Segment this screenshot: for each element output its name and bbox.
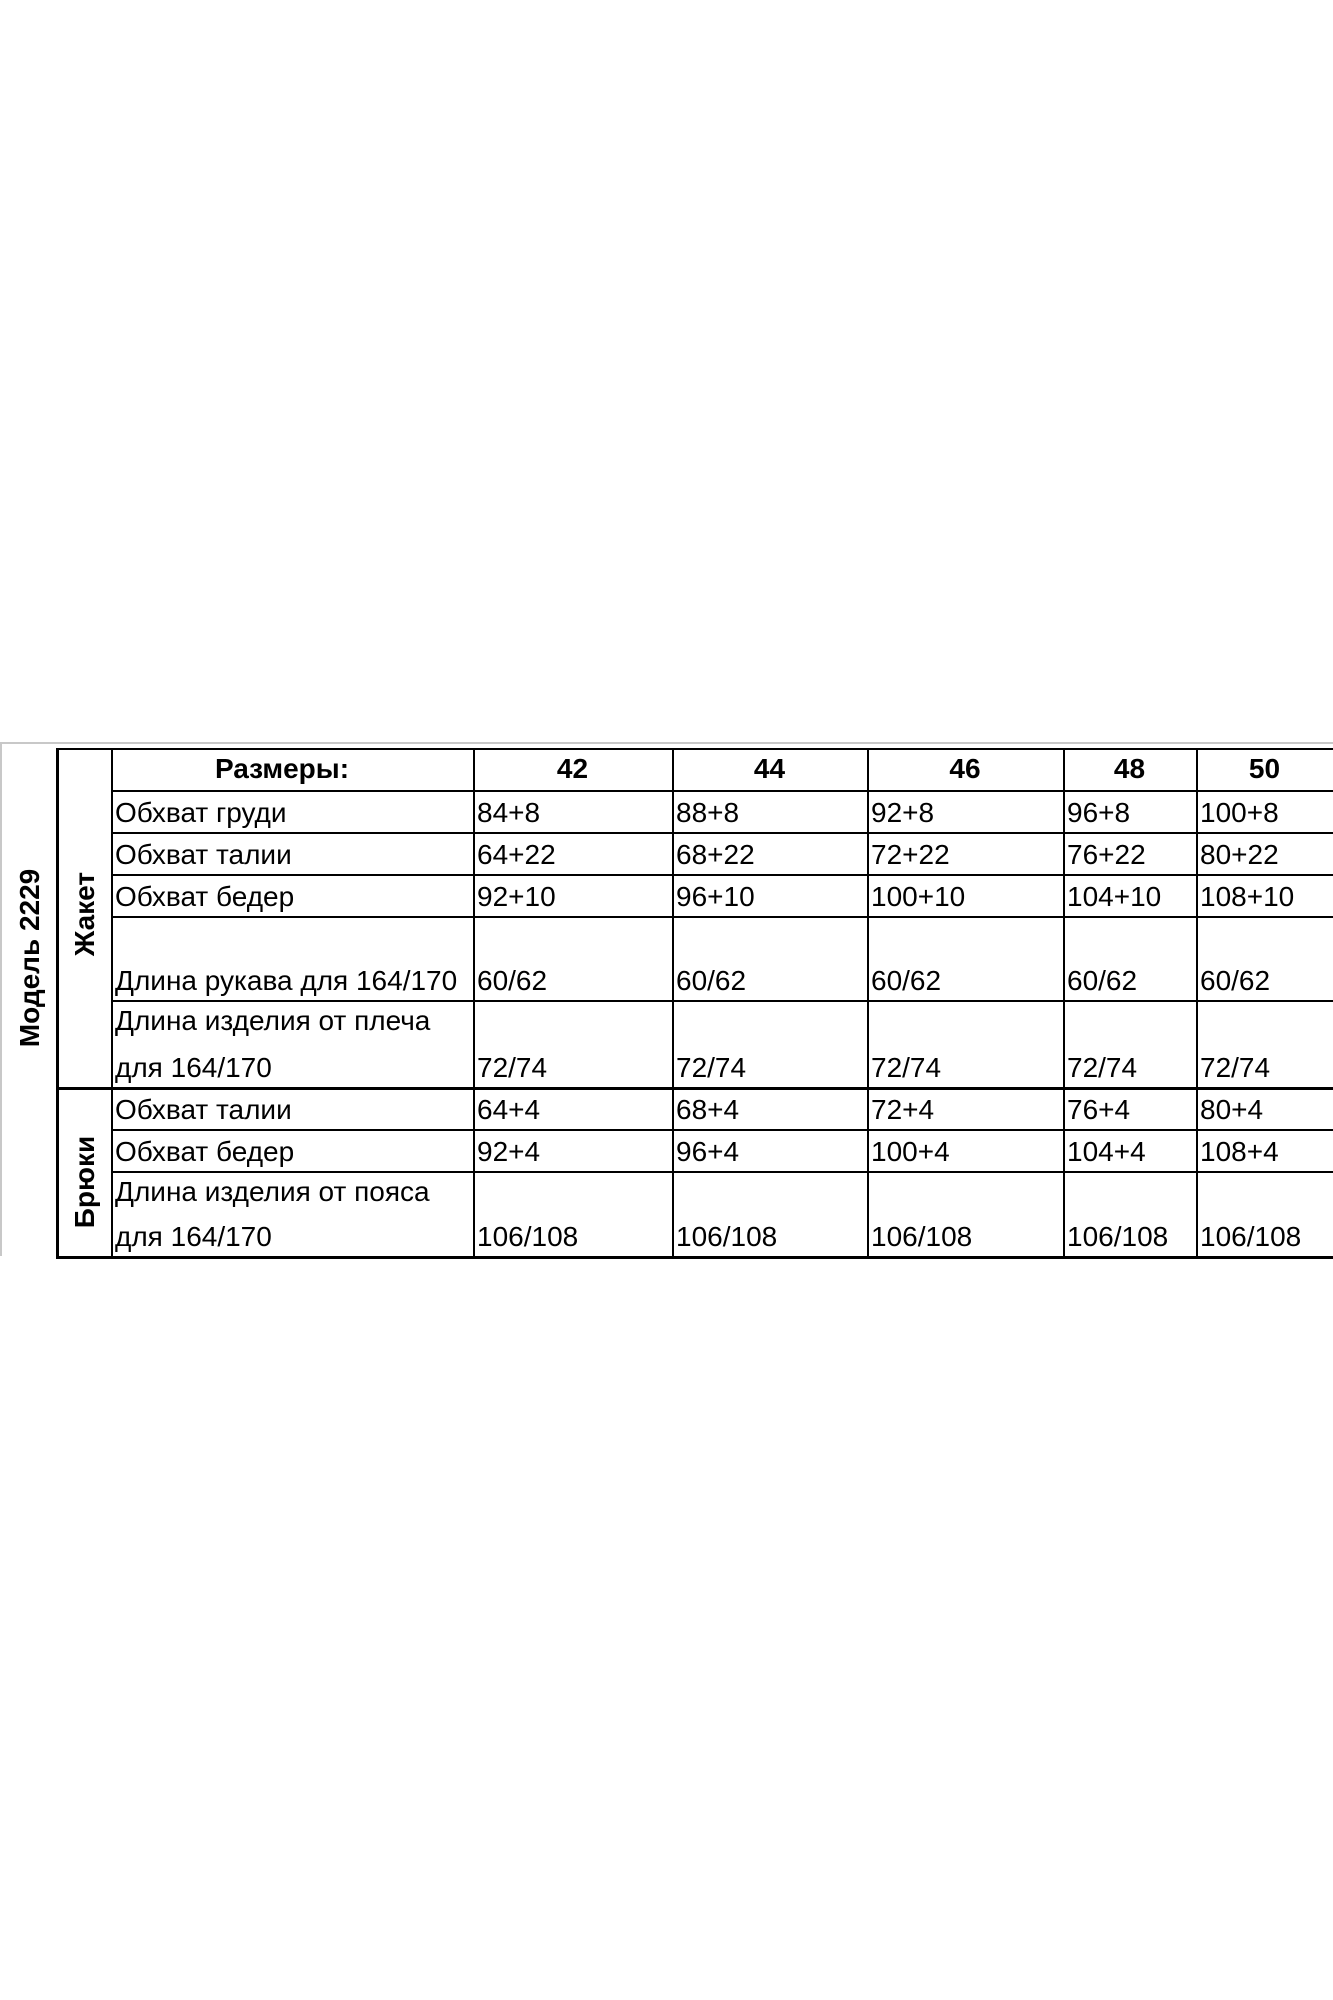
model-label: Модель 2229 [14,868,45,1047]
row-label-line: Обхват бедер [115,881,295,912]
size-value-cell: 72/74 [477,1052,548,1083]
size-value-cell: 76+4 [1067,1094,1131,1125]
table-left-border [0,742,2,1256]
size-value-cell: 100+8 [1200,797,1279,828]
size-value-cell: 68+22 [676,839,755,870]
size-value-cell: 80+22 [1200,839,1279,870]
row-label-line: Длина изделия от пояса [115,1176,430,1207]
size-value-cell: 100+4 [871,1136,950,1167]
row-label [115,1129,471,1171]
row-label [115,1171,471,1256]
section-label-jacket: Жакет [68,871,100,956]
size-value-cell: 60/62 [1067,965,1138,996]
size-value-cell: 60/62 [676,965,747,996]
size-value-cell: 104+4 [1067,1136,1146,1167]
header-size-48: 48 [1113,753,1146,784]
row-divider [56,1256,1333,1259]
size-value-cell: 80+4 [1200,1094,1264,1125]
size-value-cell: 96+8 [1067,797,1131,828]
size-value-cell: 108+10 [1200,881,1295,912]
row-label-line: Обхват талии [115,1094,292,1125]
size-value-cell: 96+4 [676,1136,740,1167]
header-sizes-label: Размеры: [214,753,350,784]
row-label [115,916,471,1000]
section-label-trousers: Брюки [68,1135,100,1228]
size-value-cell: 96+10 [676,881,755,912]
header-size-42: 42 [556,753,589,784]
size-value-cell: 72/74 [1067,1052,1138,1083]
row-label [115,874,471,916]
size-value-cell: 106/108 [871,1221,973,1252]
size-value-cell: 92+10 [477,881,556,912]
row-label-line: Обхват талии [115,839,292,870]
row-label-line: для 164/170 [115,1052,272,1083]
size-column-divider [1063,748,1065,1256]
size-value-cell: 64+22 [477,839,556,870]
row-label-line: для 164/170 [115,1221,272,1252]
row-label [115,1087,471,1129]
row-label-line: Обхват груди [115,797,287,828]
size-value-cell: 60/62 [477,965,548,996]
row-label-line: Длина изделия от плеча [115,1005,431,1036]
size-value-cell: 60/62 [1200,965,1271,996]
size-column-divider [1196,748,1198,1256]
row-label [115,1000,471,1087]
size-value-cell: 72+22 [871,839,950,870]
row-label [115,790,471,832]
size-value-cell: 106/108 [477,1221,579,1252]
size-value-cell: 68+4 [676,1094,740,1125]
size-value-cell: 72/74 [676,1052,747,1083]
size-value-cell: 64+4 [477,1094,541,1125]
size-value-cell: 108+4 [1200,1136,1279,1167]
size-value-cell: 92+4 [477,1136,541,1167]
size-value-cell: 60/62 [871,965,942,996]
size-column-divider [672,748,674,1256]
size-value-cell: 76+22 [1067,839,1146,870]
header-size-46: 46 [949,753,981,784]
size-column-divider [867,748,869,1256]
section-column-divider [56,748,59,1256]
header-size-50: 50 [1248,753,1281,784]
size-value-cell: 106/108 [1067,1221,1169,1252]
size-chart-table [0,742,1333,1258]
size-column-divider [473,748,475,1256]
size-value-cell: 72+4 [871,1094,935,1125]
row-label [115,832,471,874]
size-value-cell: 106/108 [1200,1221,1302,1252]
size-value-cell: 84+8 [477,797,541,828]
size-value-cell: 106/108 [676,1221,778,1252]
size-value-cell: 100+10 [871,881,966,912]
row-label-line: Обхват бедер [115,1136,295,1167]
label-column-divider [111,748,113,1256]
size-value-cell: 92+8 [871,797,935,828]
header-size-44: 44 [753,753,786,784]
size-value-cell: 88+8 [676,797,740,828]
row-label-line: Длина рукава для 164/170 [115,965,458,996]
size-value-cell: 72/74 [871,1052,942,1083]
size-value-cell: 104+10 [1067,881,1162,912]
table-top-border [0,742,1333,744]
size-value-cell: 72/74 [1200,1052,1271,1083]
